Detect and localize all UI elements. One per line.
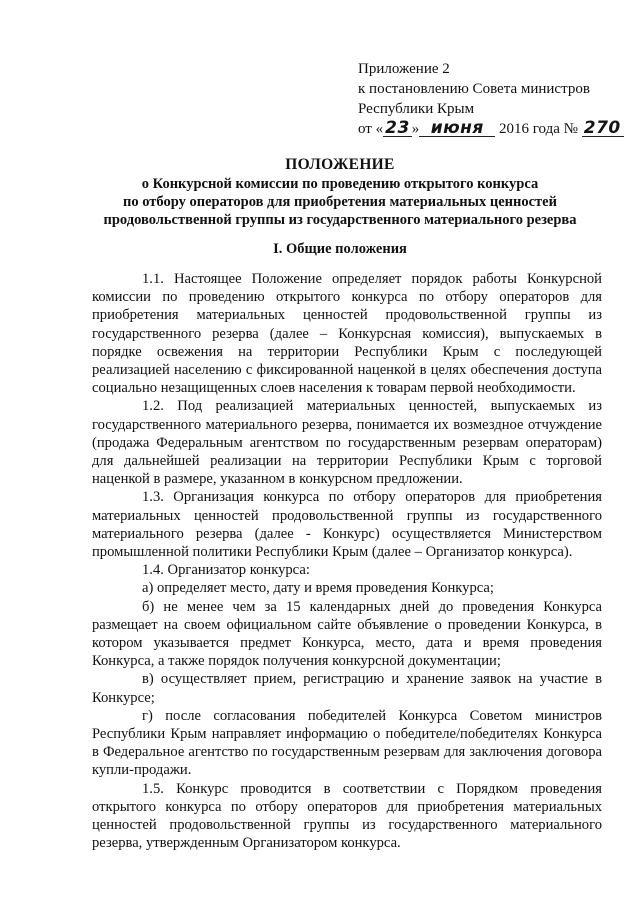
appendix-header [358, 59, 621, 139]
handwritten-month: июня [419, 120, 495, 137]
date-prefix: от « [358, 121, 384, 137]
document-title-block [70, 155, 610, 229]
paragraph-1-1: 1.1. Настоящее Положение определяет порядок работы Конкурсной комиссии по проведению открытого конкурса по отбору операторов для приобретения материальных ценностей продовольственной группы из государственного резерва (далее – Конкурсная комиссия), выпускаемых в порядке освежения на территории Республики Крым с последующей реализацией населению с фиксированной наценкой в целях обеспечения доступа социально незащищенных слоев населения к товарам первой необходимости. [92, 271, 602, 397]
document-title: ПОЛОЖЕНИЕ [285, 156, 395, 173]
handwritten-document-number: 270 [582, 120, 624, 137]
handwritten-day: 23 [385, 118, 410, 138]
paragraph-1-2: 1.2. Под реализацией материальных ценностей, выпускаемых из государственного материального резерва, понимается их возмездное отчуждение (продажа Федеральным агентством по государственным резервам операторам) для дальнейшей реализации на территории Республики Крым с торговой наценкой в размере, указанном в конкурсном предложении. [92, 398, 602, 488]
paragraph-1-3: 1.3. Организация конкурса по отбору операторов для приобретения материальных ценностей продовольственной группы из государственного материального резерва (далее - Конкурс) осуществляется Министерством промышленной политики Республики Крым (далее – Организатор конкурса). [92, 489, 602, 561]
section-heading: I. Общие положения [273, 241, 407, 257]
date-year-label: 2016 года № [499, 121, 578, 137]
appendix-date-line [358, 118, 621, 139]
paragraph-1-4: 1.4. Организатор конкурса: [142, 562, 310, 579]
appendix-resolution-line: к постановлению Совета министров [358, 81, 590, 97]
paragraph-1-5: 1.5. Конкурс проводится в соответствии с Порядком проведения открытого конкурса по отбору операторов для приобретения материальных ценностей продовольственной группы из государственного материального резерва, утвержденным Организатором конкурса. [92, 780, 602, 852]
paragraph-1-4-a: а) определяет место, дату и время проведения Конкурса; [142, 580, 494, 597]
paragraph-1-4-g: г) после согласования победителей Конкурса Советом министров Республики Крым направляет информацию о победителе/победителях Конкурса в Федеральное агентство по государственным резервам для заключения договора купли-продажи. [92, 707, 602, 779]
section-body [92, 270, 602, 853]
date-quote-close: » [411, 121, 420, 137]
document-subtitle-line-2: по отбору операторов для приобретения материальных ценностей [123, 194, 557, 210]
paragraph-1-4-v: в) осуществляет прием, регистрацию и хранение заявок на участие в Конкурсе; [92, 671, 602, 706]
appendix-number: Приложение 2 [358, 61, 450, 77]
appendix-republic-line: Республики Крым [358, 101, 475, 117]
document-subtitle-line-1: о Конкурсной комиссии по проведению открытого конкурса [141, 176, 539, 192]
paragraph-1-4-b: б) не менее чем за 15 календарных дней до проведения Конкурса размещает на своем официальном сайте объявление о проведении Конкурса, в котором указывается предмет Конкурса, место, дата и время проведения Конкурса, а также порядок получения конкурсной документации; [92, 598, 602, 670]
document-subtitle-line-3: продовольственной группы из государственного материального резерва [103, 212, 577, 228]
